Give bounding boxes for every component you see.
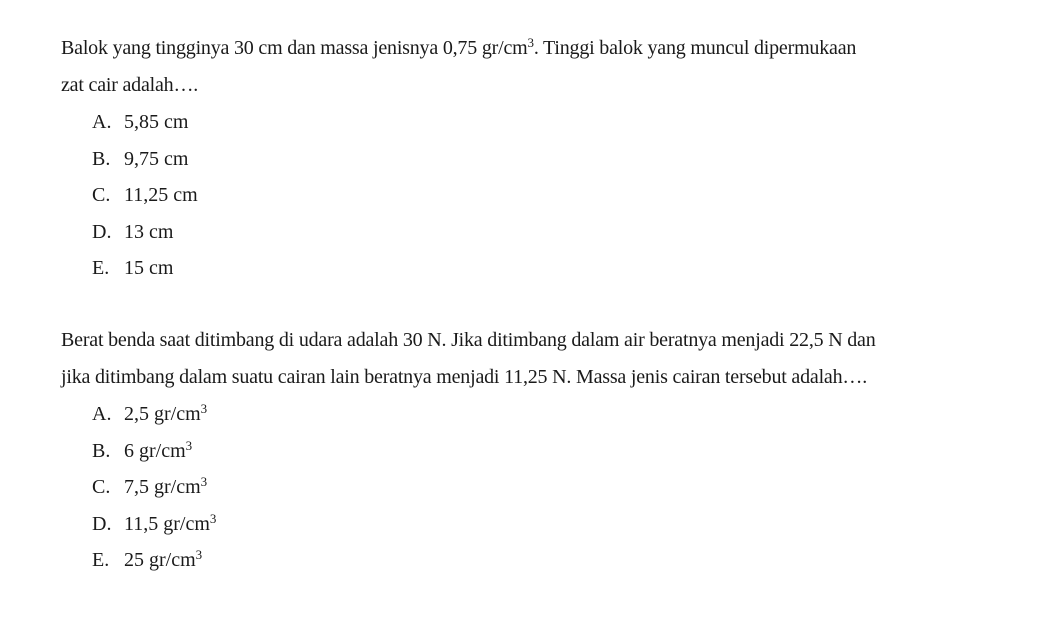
option-text: 25 gr/cm [124, 549, 196, 572]
superscript: 3 [195, 547, 203, 563]
option-letter: E. [92, 549, 110, 572]
question-stem [61, 30, 961, 104]
option-a[interactable] [92, 104, 961, 141]
question-1 [61, 30, 961, 287]
option-letter: C. [92, 184, 111, 207]
option-c[interactable] [92, 469, 961, 506]
option-letter: E. [92, 257, 110, 280]
superscript: 3 [200, 401, 208, 416]
option-a[interactable] [92, 396, 961, 433]
superscript: 3 [527, 35, 534, 50]
option-text: 15 cm [124, 257, 174, 280]
option-text: 11,5 gr/cm [124, 512, 210, 535]
stem-line-1: Berat benda saat ditimbang di udara adalah 30 N. Jika ditimbang dalam air beratnya menjadi 22,5 N dan [61, 329, 876, 351]
option-text: 2,5 gr/cm [124, 403, 201, 425]
option-b[interactable] [92, 141, 961, 178]
option-c[interactable] [92, 177, 961, 214]
option-letter: B. [92, 147, 111, 170]
superscript: 3 [209, 510, 217, 526]
option-text: 6 gr/cm [124, 439, 186, 462]
question-stem [61, 322, 961, 396]
option-letter: B. [92, 439, 111, 462]
stem-line-2: zat cair adalah…. [61, 74, 199, 96]
superscript: 3 [185, 437, 193, 453]
option-text: 13 cm [124, 220, 174, 243]
option-b[interactable] [92, 433, 961, 470]
stem-text-tail: . Tinggi balok yang muncul dipermukaan [533, 37, 857, 59]
answer-options [92, 104, 961, 287]
stem-line-2: jika ditimbang dalam suatu cairan lain beratnya menjadi 11,25 N. Massa jenis cairan tersebut adalah…. [61, 366, 868, 388]
option-d[interactable] [92, 214, 961, 251]
option-text: 9,75 cm [124, 147, 189, 170]
option-letter: A. [92, 403, 112, 425]
option-text: 7,5 gr/cm [124, 476, 201, 499]
answer-options [92, 396, 961, 579]
option-text: 11,25 cm [124, 184, 198, 207]
option-letter: A. [92, 111, 112, 133]
question-2 [61, 322, 961, 579]
option-d[interactable] [92, 506, 961, 543]
option-text: 5,85 cm [124, 111, 189, 133]
option-letter: D. [92, 512, 112, 535]
option-letter: C. [92, 476, 111, 499]
stem-text: Balok yang tingginya 30 cm dan massa jenisnya 0,75 gr/cm [61, 37, 528, 59]
superscript: 3 [200, 474, 208, 490]
option-e[interactable] [92, 250, 961, 287]
stem-line-1 [61, 30, 961, 67]
option-letter: D. [92, 220, 112, 243]
option-e[interactable] [92, 542, 961, 579]
